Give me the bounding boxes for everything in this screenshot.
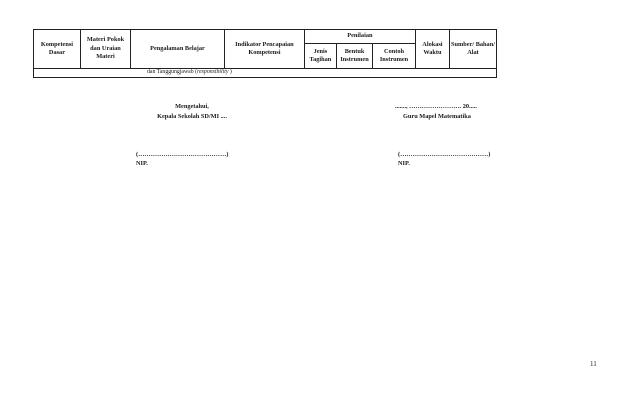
syllabus-table: [33, 29, 497, 78]
header-kompetensi-dasar: Kompetensi Dasar: [34, 30, 81, 69]
header-jenis-tagihan: Jenis Tagihan: [304, 44, 336, 69]
table-note-row: [34, 69, 497, 78]
header-pengalaman-belajar: Pengalaman Belajar: [131, 30, 225, 69]
note-prefix: dan Tanggungjawab (: [147, 69, 198, 76]
page-number: 11: [590, 360, 597, 368]
right-signature-name-line: (……………………………………): [398, 151, 491, 158]
header-alokasi-waktu: Alokasi Waktu: [415, 30, 449, 69]
header-bentuk-instrumen: Bentuk Instrumen: [336, 44, 372, 69]
note-suffix: ): [228, 69, 232, 76]
right-signature-nip: NIP.: [398, 160, 410, 167]
header-materi-pokok: Materi Pokok dan Uraian Materi: [80, 30, 130, 69]
note-italic-term: responsibility: [197, 69, 229, 76]
right-signature-title: Guru Mapel Matematika: [403, 113, 471, 120]
left-signature-label: Mengetahui,: [175, 103, 209, 110]
header-sumber-bahan-alat: Sumber/ Bahan/ Alat: [449, 30, 496, 69]
header-indikator: Indikator Pencapaian Kompetensi: [224, 30, 304, 69]
left-signature-nip: NIP.: [136, 160, 148, 167]
right-signature-place-date: ......., ……………………. 20.....: [395, 103, 477, 110]
header-contoh-instrumen: Contoh Instrumen: [373, 44, 416, 69]
left-signature-name-line: (……………………………………): [136, 151, 229, 158]
left-signature-title: Kepala Sekolah SD/MI ....: [157, 113, 227, 120]
header-penilaian: Penilaian: [304, 30, 415, 44]
